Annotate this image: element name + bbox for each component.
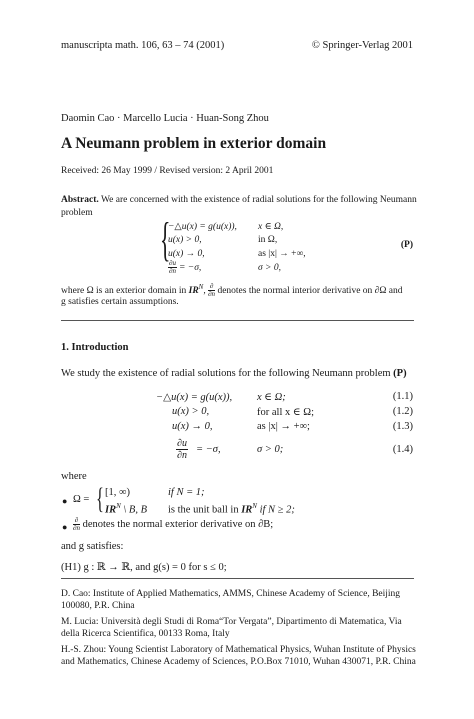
omega-case-2-left [105,502,147,516]
footnote-cao-line-2: 100080, P.R. China [61,601,135,611]
hypothesis-h1: (H1) g : ℝ → ℝ, and g(s) = 0 for s ≤ 0; [61,562,227,573]
section-heading: 1. Introduction [61,342,129,353]
system-tag: (P) [400,240,413,250]
equation-1-3-left: u(x) → 0, [172,421,213,432]
fraction-numerator: ∂u [169,259,176,267]
system-eq-2-left: u(x) > 0, [168,235,202,245]
footnote-lucia-line-2: della Ricerca Scientifica, 00133 Roma, Italy [61,629,230,639]
intro-sentence [61,368,407,379]
abstract-after-text-d: denotes the normal interior derivative on ∂Ω and [215,286,403,297]
footnote-lucia-line-1: M. Lucia: Università degli Studi di Roma“Tor Vergata”, Dipartimento di Matematica, Via [61,617,402,627]
equation-1-4-right: σ > 0; [257,444,284,455]
equation-1-2-left: u(x) > 0, [172,406,210,417]
system-eq-4-fraction [168,260,177,275]
normal-derivative-bullet [73,517,273,532]
omega-case-2-desc: is the unit ball in [168,504,242,516]
omega-case-2-cond: if N ≥ 2; [256,504,295,516]
fraction-denominator: ∂n [169,267,176,275]
author-list: Daomin Cao · Marcello Lucia · Huan-Song Zhou [61,113,269,124]
omega-case-2-space: IR [241,504,253,516]
running-header-journal: manuscripta math. 106, 63 – 74 (2001) [61,40,225,51]
abstract-divider [61,320,414,321]
and-g-satisfies: and g satisfies: [61,541,124,552]
footnote-zhou-line-1: H.-S. Zhou: Young Scientist Laboratory of Mathematical Physics, Wuhan Institute of Physics [61,645,416,655]
paper-title: A Neumann problem in exterior domain [61,135,327,152]
equation-fraction-numerator: ∂u [177,438,187,449]
system-eq-2-right: in Ω, [258,235,278,245]
omega-case-2-right [168,502,295,516]
footnote-zhou-line-2: and Mathematics, Chinese Academy of Sciences, P.O.Box 71010, Wuhan 430071, P.R. China [61,657,416,667]
equation-1-1-left: −△u(x) = g(u(x)), [156,392,233,403]
system-brace: { [160,213,171,266]
received-dates: Received: 26 May 1999 / Revised version: 2 April 2001 [61,166,274,176]
abstract-after-text-a: where Ω is an exterior domain in [61,286,189,297]
dimension-superscript: N [198,283,204,291]
equation-1-3-number: (1.3) [392,421,413,432]
omega-dim-sup: N [116,502,121,510]
abstract-after-line-2: g satisfies certain assumptions. [61,297,179,307]
equation-1-1-right: x ∈ Ω; [257,392,286,403]
omega-case-1-right: if N = 1; [168,487,205,498]
running-header-publisher: © Springer-Verlag 2001 [311,40,413,51]
system-eq-1-left: −△u(x) = g(u(x)), [168,222,237,232]
abstract-label: Abstract. [61,195,99,205]
omega-real-space: IR [105,504,117,516]
system-eq-4-left: = −σ, [179,263,202,273]
bullet-fraction-dn: ∂ ∂n [73,516,80,532]
footnote-cao-line-1: D. Cao: Institute of Applied Mathematics, AMMS, Chinese Academy of Science, Beijing [61,589,401,599]
system-eq-4-right: σ > 0, [258,263,281,273]
where-label: where [61,471,87,482]
equation-1-4-number: (1.4) [392,444,413,455]
system-eq-3-left: u(x) → 0, [168,249,205,259]
system-eq-1-right: x ∈ Ω, [258,222,284,232]
equation-1-4-fraction [176,438,188,461]
omega-lhs: Ω = [73,494,90,505]
inline-fraction-dn: ∂ ∂n [208,282,216,299]
footnote-divider [61,578,414,579]
real-space-symbol: IR [188,286,199,297]
equation-1-4-left: = −σ, [196,444,221,455]
intro-text: We study the existence of radial solutions for the following Neumann problem [61,368,394,379]
system-eq-3-right: as |x| → +∞, [258,249,306,259]
intro-problem-ref: (P) [393,368,407,379]
omega-brace: { [96,482,104,515]
equation-1-2-number: (1.2) [392,406,413,417]
abstract-after-text-c: , [203,286,209,297]
equation-1-1-number: (1.1) [392,391,413,402]
normal-derivative-text: denotes the normal exterior derivative on ∂B; [79,518,274,530]
equation-1-3-right: as |x| → +∞; [257,421,310,432]
equation-1-2-right: for all x ∈ Ω; [257,407,314,418]
abstract-line-2: problem [61,208,93,218]
omega-case-2-sup: N [252,502,257,510]
abstract-text-1: We are concerned with the existence of radial solutions for the following Neumann [100,195,417,205]
equation-fraction-denominator: ∂n [177,450,187,461]
bullet-marker: ● [62,496,68,506]
omega-case-1-left: [1, ∞) [105,487,130,498]
abstract-line-1 [61,195,417,205]
omega-case-2-tail: \ B, B [120,504,148,516]
bullet-marker: ● [62,522,68,532]
